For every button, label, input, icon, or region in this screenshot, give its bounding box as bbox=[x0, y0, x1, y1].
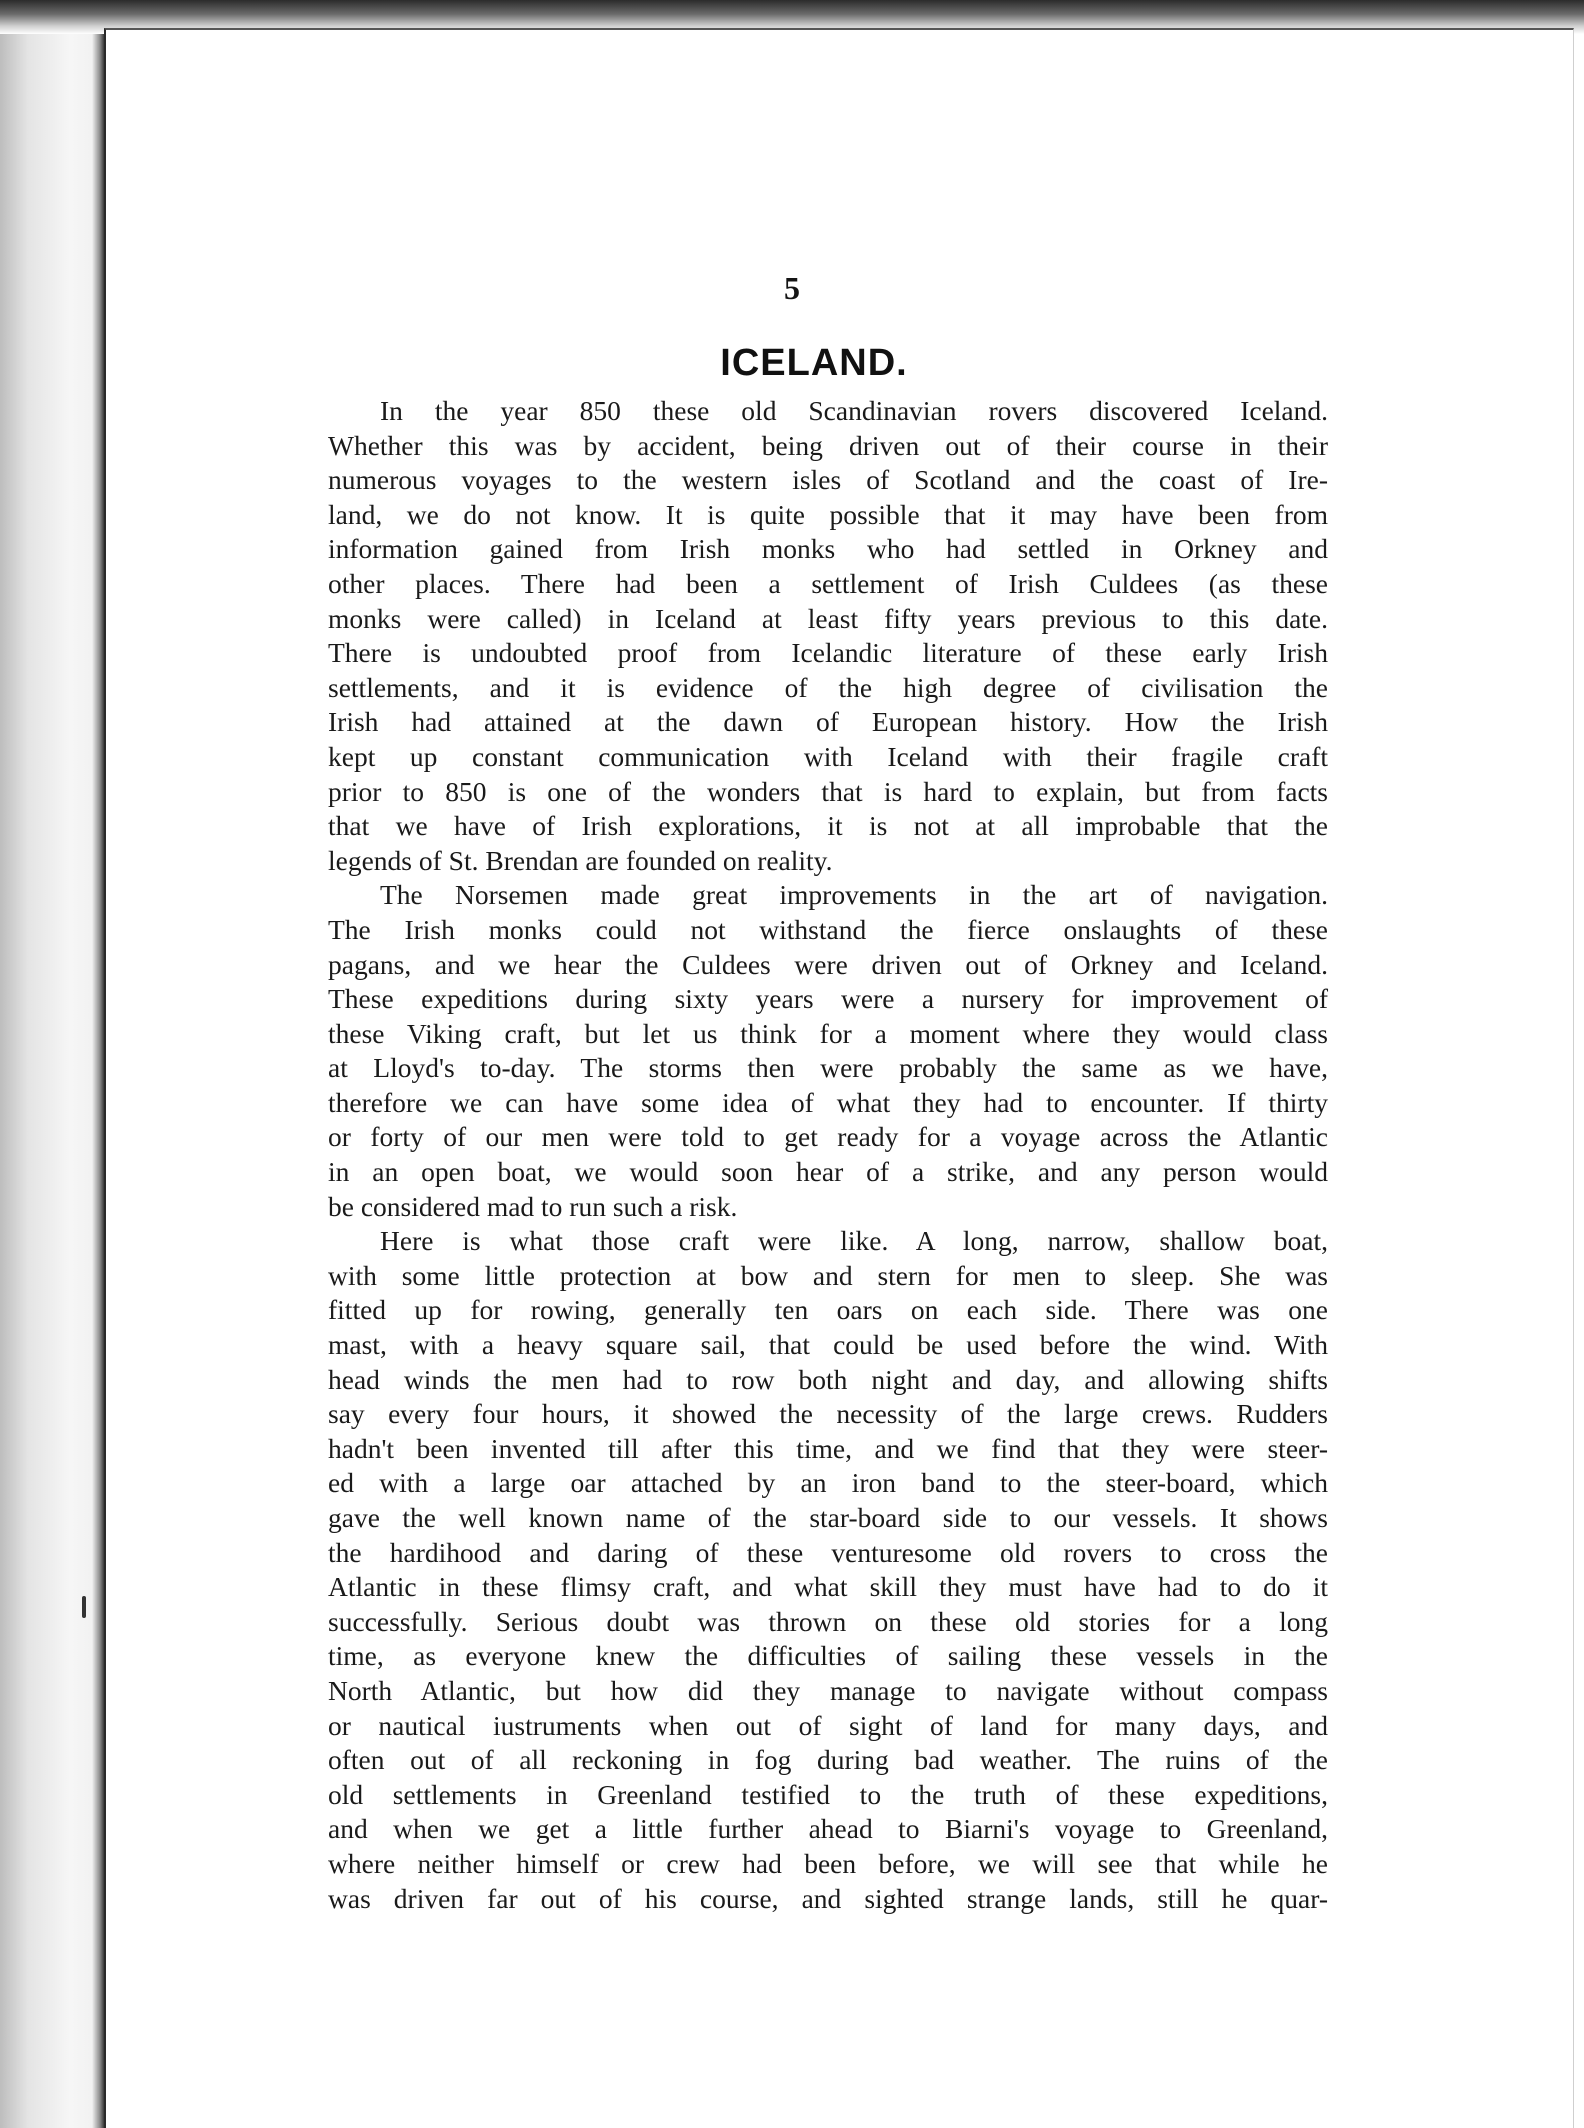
paragraph-1 bbox=[328, 394, 1328, 878]
text-line: where neither himself or crew had been before, we will see that while he bbox=[328, 1847, 1328, 1879]
text-line: old settlements in Greenland testified to the truth of these expeditions, bbox=[328, 1778, 1328, 1810]
text-line: numerous voyages to the western isles of Scotland and the coast of Ire- bbox=[328, 464, 1328, 496]
text-line: monks were called) in Iceland at least fifty years previous to this date. bbox=[328, 602, 1328, 634]
text-line: was driven far out of his course, and sighted strange lands, still he quar- bbox=[328, 1882, 1328, 1914]
text-line: These expeditions during sixty years were a nursery for improvement of bbox=[328, 983, 1328, 1015]
text-line: ed with a large oar attached by an iron band to the steer-board, which bbox=[328, 1467, 1328, 1499]
text-line: successfully. Serious doubt was thrown on these old stories for a long bbox=[328, 1605, 1328, 1637]
paragraph-3 bbox=[328, 1224, 1328, 1916]
text-line: and when we get a little further ahead to Biarni's voyage to Greenland, bbox=[328, 1813, 1328, 1845]
text-line: land, we do not know. It is quite possible that it may have been from bbox=[328, 498, 1328, 530]
text-line: in an open boat, we would soon hear of a strike, and any person would bbox=[328, 1156, 1328, 1188]
text-line: therefore we can have some idea of what they had to encounter. If thirty bbox=[328, 1086, 1328, 1118]
page-number: 5 bbox=[784, 270, 800, 306]
text-line: gave the well known name of the star-board side to our vessels. It shows bbox=[328, 1502, 1328, 1533]
text-line: The Irish monks could not withstand the fierce onslaughts of these bbox=[328, 913, 1328, 945]
text-line: fitted up for rowing, generally ten oars on each side. There was one bbox=[328, 1294, 1328, 1326]
text-line: often out of all reckoning in fog during bad weather. The ruins of the bbox=[328, 1744, 1328, 1776]
text-line: or nautical iustruments when out of sight of land for many days, and bbox=[328, 1709, 1328, 1741]
text-line: The Norsemen made great improvements in the art of navigation. bbox=[380, 879, 1328, 911]
text-line: Here is what those craft were like. A long, narrow, shallow boat, bbox=[380, 1225, 1328, 1257]
text-line: other places. There had been a settlement of Irish Culdees (as these bbox=[328, 567, 1328, 599]
text-line: that we have of Irish explorations, it is not at all improbable that the bbox=[328, 810, 1328, 842]
text-line: say every four hours, it showed the necessity of the large crews. Rudders bbox=[328, 1398, 1328, 1430]
text-line: North Atlantic, but how did they manage to navigate without compass bbox=[328, 1674, 1328, 1706]
text-line: these Viking craft, but let us think for a moment where they would class bbox=[328, 1017, 1328, 1049]
text-line: be considered mad to run such a risk. bbox=[328, 1190, 738, 1222]
text-line: In the year 850 these old Scandinavian rovers discovered Iceland. bbox=[380, 395, 1328, 426]
text-line: with some little protection at bow and stern for men to sleep. She was bbox=[328, 1259, 1328, 1291]
text-line: There is undoubted proof from Icelandic literature of these early Irish bbox=[328, 637, 1328, 669]
text-line: Whether this was by accident, being driven out of their course in their bbox=[328, 429, 1328, 461]
text-line: settlements, and it is evidence of the high degree of civilisation the bbox=[328, 671, 1328, 703]
text-line: hadn't been invented till after this time, and we find that they were steer- bbox=[328, 1432, 1328, 1464]
adjacent-page-edge bbox=[0, 0, 104, 2128]
text-line: or forty of our men were told to get ready for a voyage across the Atlantic bbox=[328, 1121, 1328, 1153]
text-line: pagans, and we hear the Culdees were driven out of Orkney and Iceland. bbox=[328, 948, 1328, 980]
paragraph-2 bbox=[328, 878, 1328, 1224]
text-line: kept up constant communication with Iceland with their fragile craft bbox=[328, 740, 1328, 772]
text-line: time, as everyone knew the difficulties of sailing these vessels in the bbox=[328, 1640, 1328, 1672]
text-line: Irish had attained at the dawn of European history. How the Irish bbox=[328, 706, 1328, 738]
text-line: head winds the men had to row both night and day, and allowing shifts bbox=[328, 1363, 1328, 1395]
text-line: mast, with a heavy square sail, that could be used before the wind. With bbox=[328, 1329, 1328, 1361]
text-line: information gained from Irish monks who had settled in Orkney and bbox=[328, 533, 1328, 565]
text-line: the hardihood and daring of these venturesome old rovers to cross the bbox=[328, 1536, 1328, 1568]
text-line: prior to 850 is one of the wonders that is hard to explain, but from facts bbox=[328, 775, 1328, 807]
text-line: at Lloyd's to-day. The storms then were probably the same as we have, bbox=[328, 1052, 1328, 1084]
body-text bbox=[328, 394, 1328, 1916]
margin-mark bbox=[82, 1596, 86, 1618]
page-title: ICELAND. bbox=[720, 342, 908, 384]
text-line: Atlantic in these flimsy craft, and what skill they must have had to do it bbox=[328, 1571, 1328, 1603]
text-line: legends of St. Brendan are founded on reality. bbox=[328, 844, 833, 876]
